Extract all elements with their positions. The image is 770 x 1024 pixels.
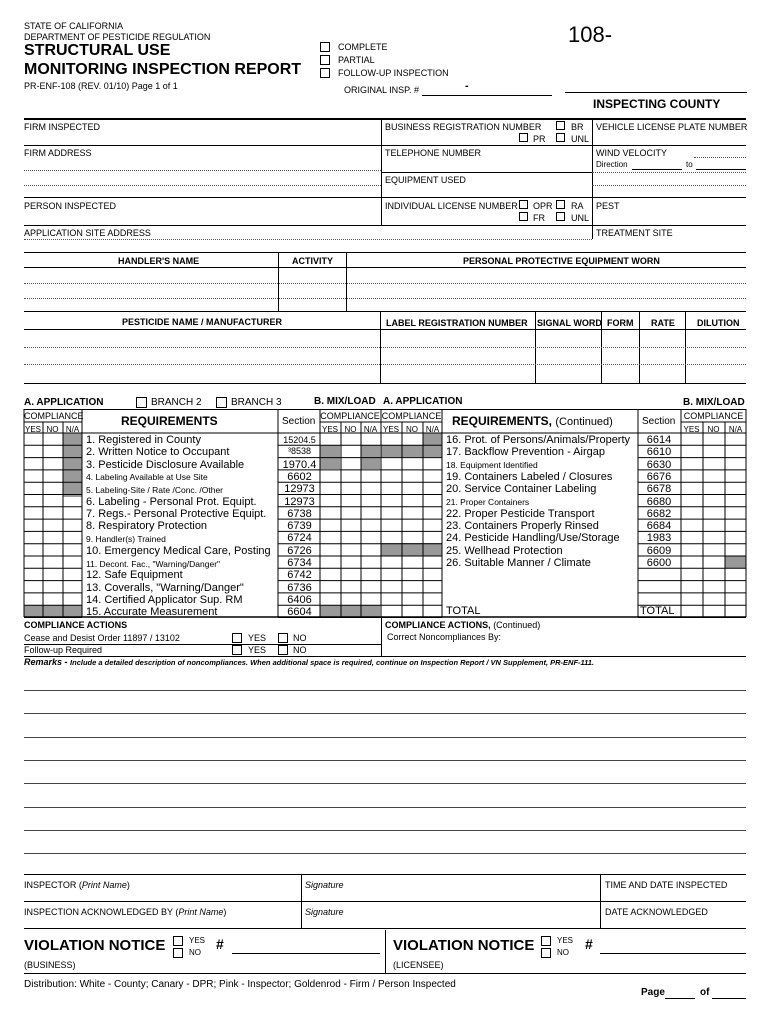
violation-business-number[interactable] — [232, 953, 380, 954]
right-requirement-label: 22. Proper Pesticide Transport — [446, 507, 595, 520]
partial-label: PARTIAL — [338, 55, 375, 65]
department-name: DEPARTMENT OF PESTICIDE REGULATION — [24, 32, 211, 42]
cease-no-checkbox[interactable] — [278, 633, 288, 643]
remark-line[interactable] — [24, 690, 746, 691]
yes-header-far: YES — [683, 425, 700, 434]
left-requirement-label: 7. Regs.- Personal Protective Equipt. — [86, 507, 267, 520]
remark-line[interactable] — [24, 830, 746, 831]
person-inspected-label: PERSON INSPECTED — [24, 201, 117, 211]
form-number: 108- — [568, 22, 613, 47]
violation-bottom — [24, 973, 746, 974]
left-requirement-section: 6406 — [287, 593, 312, 606]
left-requirement-section: 6738 — [287, 507, 312, 520]
rate-header: RATE — [651, 318, 675, 328]
date-acknowledged-label: DATE ACKNOWLEDGED — [605, 907, 708, 917]
right-requirement-section: 6614 — [646, 434, 672, 446]
cease-no-label: NO — [293, 633, 307, 643]
shaded-cell — [320, 605, 380, 617]
requirements-cont-header — [452, 414, 613, 428]
yes-header-mid: YES — [321, 425, 338, 434]
shaded-cell — [320, 445, 340, 469]
corrected-by-label: Correct Noncompliances By: — [387, 632, 502, 642]
a-application-left: A. APPLICATION — [24, 397, 104, 408]
right-requirement-label: 20. Service Container Labeling — [446, 483, 597, 496]
left-requirement-section: 1970.4 — [282, 458, 317, 471]
dilution-header: DILUTION — [697, 318, 740, 328]
section-header-left: Section — [282, 416, 316, 427]
shaded-cell — [361, 445, 380, 469]
violation-business-yes-checkbox[interactable] — [173, 936, 183, 946]
na-header-right: N/A — [425, 425, 440, 434]
right-requirement-section: 6610 — [646, 446, 672, 459]
right-requirement-section: 6684 — [646, 520, 672, 533]
follow-up-required-label: Follow-up Required — [24, 645, 103, 655]
right-requirement-label: 16. Prot. of Persons/Animals/Property — [446, 434, 631, 446]
section-header-right: Section — [642, 416, 676, 427]
ppe-header: PERSONAL PROTECTIVE EQUIPMENT WORN — [463, 256, 660, 266]
unl2-label: UNL — [571, 213, 590, 223]
violation-business-no-checkbox[interactable] — [173, 948, 183, 958]
violation-divider — [385, 930, 386, 974]
compliance-label-right: COMPLIANCE — [381, 411, 442, 421]
branch3-label: BRANCH 3 — [231, 397, 282, 408]
left-requirement-section: 15204.5 — [283, 435, 316, 445]
left-requirement-label: 10. Emergency Medical Care, Posting — [86, 544, 271, 557]
violation-licensee-number[interactable] — [600, 953, 746, 954]
left-requirement-section: 6739 — [287, 520, 312, 533]
left-requirement-label: 2. Written Notice to Occupant — [86, 446, 230, 459]
violation-licensee-no: NO — [557, 948, 569, 957]
time-date-inspected-label: TIME AND DATE INSPECTED — [605, 880, 728, 890]
compliance-actions-cont — [385, 620, 540, 630]
remark-line[interactable] — [24, 783, 746, 784]
right-requirement-label: 25. Wellhead Protection — [446, 544, 563, 557]
left-requirement-label: 14. Certified Applicator Sup. RM — [86, 593, 243, 606]
left-requirement-label: 5. Labeling-Site / Rate /Conc. /Other — [86, 484, 224, 495]
inspector-signature-label: Signature — [305, 880, 344, 890]
original-insp-dash: - — [465, 80, 469, 92]
ack-label-close: ) — [223, 907, 227, 917]
violation-licensee-yes-checkbox[interactable] — [541, 936, 551, 946]
yes-header-right: YES — [382, 425, 399, 434]
right-requirement-label: 23. Containers Properly Rinsed — [446, 520, 599, 533]
ra-label: RA — [571, 201, 584, 211]
complete-label: COMPLETE — [338, 42, 388, 52]
violation-notice-business: VIOLATION NOTICE — [24, 937, 166, 954]
right-requirement-label: 19. Containers Labeled / Closures — [446, 470, 613, 483]
signal-word-header: SIGNAL WORD — [537, 318, 602, 328]
right-requirement-section: 6600 — [646, 557, 672, 569]
requirements-header: REQUIREMENTS — [121, 414, 218, 428]
inspector-label-close: ) — [126, 880, 130, 890]
form-title-line2: MONITORING INSPECTION REPORT — [24, 61, 302, 78]
wind-velocity-label: WIND VELOCITY — [596, 148, 668, 158]
page-number-field[interactable] — [665, 998, 695, 999]
yes-header-left: YES — [24, 425, 41, 434]
no-header-far: NO — [707, 425, 720, 434]
right-requirement-section: 6682 — [646, 507, 672, 520]
na-header-far: N/A — [728, 425, 743, 434]
left-requirement-section: 6734 — [287, 557, 312, 569]
requirements-cont-label: REQUIREMENTS, — [452, 414, 553, 428]
direction-to-label: to — [686, 160, 693, 169]
followup-no-checkbox[interactable] — [278, 645, 288, 655]
left-requirement-label: 4. Labeling Available at Use Site — [86, 472, 208, 483]
right-requirement-label: 21. Proper Containers — [446, 497, 530, 507]
compliance-label-far: COMPLIANCE — [683, 411, 744, 421]
violation-business-no: NO — [189, 948, 201, 957]
page-of-label: of — [700, 987, 710, 998]
distribution-text: Distribution: White - County; Canary - DPR; Pink - Inspector; Goldenrod - Firm / Person Inspected — [24, 979, 456, 990]
right-requirement-label: 24. Pesticide Handling/Use/Storage — [446, 532, 620, 545]
right-requirement-section: 6630 — [646, 458, 672, 471]
left-requirement-section: 12973 — [284, 483, 315, 496]
shaded-cell — [381, 543, 442, 556]
app-site-address-label: APPLICATION SITE ADDRESS — [24, 228, 151, 238]
inspector-print-name: Print Name — [81, 880, 127, 890]
followup-yes-checkbox[interactable] — [232, 645, 242, 655]
remark-line[interactable] — [24, 737, 746, 738]
left-requirement-section: 6726 — [287, 544, 312, 557]
sig-top — [24, 874, 746, 875]
a-application-right: A. APPLICATION — [383, 396, 463, 407]
firm-address-label: FIRM ADDRESS — [24, 148, 92, 158]
left-requirement-label: 9. Handler(s) Trained — [86, 533, 166, 544]
page-total-field[interactable] — [712, 998, 746, 999]
cease-yes-label: YES — [248, 633, 267, 643]
remark-line[interactable] — [24, 713, 746, 714]
left-requirement-section: 6602 — [287, 470, 312, 483]
branch2-label: BRANCH 2 — [151, 397, 202, 408]
left-requirement-label: 12. Safe Equipment — [86, 569, 183, 582]
form-id: PR-ENF-108 (REV. 01/10) Page 1 of 1 — [24, 81, 178, 91]
followup-no-label: NO — [293, 645, 307, 655]
violation-licensee-no-checkbox[interactable] — [541, 948, 551, 958]
shaded-cell — [725, 556, 746, 568]
inspector-label-text: INSPECTOR ( — [24, 880, 82, 890]
vehicle-plate-label: VEHICLE LICENSE PLATE NUMBER — [596, 122, 748, 132]
br-label: BR — [571, 122, 584, 132]
left-requirement-section: 6724 — [287, 532, 312, 545]
right-requirement-section: 6609 — [646, 544, 672, 557]
business-label: (BUSINESS) — [24, 960, 76, 970]
sig-bottom — [24, 928, 746, 929]
b-mixload-right: B. MIX/LOAD — [683, 397, 745, 408]
business-reg-label: BUSINESS REGISTRATION NUMBER — [385, 122, 542, 132]
form-title-line1: STRUCTURAL USE — [24, 42, 171, 59]
opr-label: OPR — [533, 201, 553, 211]
label-reg-header: LABEL REGISTRATION NUMBER — [386, 318, 528, 328]
na-header-left: N/A — [65, 425, 80, 434]
violation-business-yes: YES — [189, 936, 206, 945]
equipment-used-label: EQUIPMENT USED — [385, 175, 466, 185]
licensee-label: (LICENSEE) — [393, 960, 444, 970]
right-requirement-section: 6678 — [646, 483, 672, 496]
compliance-actions-cont-label: COMPLIANCE ACTIONS, — [385, 620, 491, 630]
left-requirement-section: ³8538 — [287, 446, 312, 457]
state-name: STATE OF CALIFORNIA — [24, 21, 124, 31]
inspector-label — [24, 880, 130, 890]
compliance-actions-label: COMPLIANCE ACTIONS — [24, 620, 128, 630]
followup-yes-label: YES — [248, 645, 267, 655]
no-header-right: NO — [406, 425, 418, 434]
cease-yes-checkbox[interactable] — [232, 633, 242, 643]
no-header-left: NO — [46, 425, 59, 434]
inspecting-county-label: INSPECTING COUNTY — [593, 97, 721, 111]
compliance-actions-cont-note: (Continued) — [493, 620, 541, 630]
cease-desist-label: Cease and Desist Order 11897 / 13102 — [24, 633, 180, 643]
follow-up-label: FOLLOW-UP INSPECTION — [338, 68, 449, 78]
left-requirement-label: 13. Coveralls, "Warning/Danger" — [86, 581, 244, 594]
direction-label: Direction — [596, 160, 628, 169]
remarks-heading — [24, 657, 594, 667]
treatment-site-label: TREATMENT SITE — [596, 228, 673, 238]
activity-header: ACTIVITY — [292, 256, 334, 266]
sig-mid — [24, 901, 746, 902]
pesticide-name-header: PESTICIDE NAME / MANUFACTURER — [122, 317, 283, 327]
original-insp-label: ORIGINAL INSP. # — [344, 85, 420, 95]
form-header: FORM — [607, 318, 634, 328]
telephone-label: TELEPHONE NUMBER — [385, 148, 482, 158]
total-label-mid: TOTAL — [446, 605, 481, 617]
left-requirement-label: 8. Respiratory Protection — [86, 520, 208, 533]
right-requirement-section: 6676 — [646, 470, 672, 483]
left-requirement-section: 12973 — [284, 495, 315, 508]
right-requirement-label: 26. Suitable Manner / Climate — [446, 557, 591, 569]
ack-print-name: Print Name — [178, 907, 224, 917]
acknowledged-by-label — [24, 907, 226, 917]
left-requirement-section: 6742 — [287, 569, 312, 582]
ack-label-text: INSPECTION ACKNOWLEDGED BY ( — [24, 907, 179, 917]
left-requirement-label: 6. Labeling - Personal Prot. Equipt. — [86, 495, 257, 508]
right-requirement-section: 6680 — [646, 495, 672, 508]
remark-line[interactable] — [24, 853, 746, 854]
shaded-cell — [24, 605, 82, 617]
left-requirement-label: 1. Registered in County — [86, 434, 201, 446]
remarks-text: Include a detailed description of noncompliances. When additional space is required, continue on Inspection Report / VN Supplement, PR-ENF-111. — [70, 658, 595, 667]
remark-line[interactable] — [24, 807, 746, 808]
compliance-label-left: COMPLIANCE — [24, 411, 84, 421]
actions-divider — [381, 617, 382, 657]
violation-licensee-yes: YES — [557, 936, 574, 945]
firm-inspected-label: FIRM INSPECTED — [24, 122, 101, 132]
violation-business-hash: # — [216, 936, 224, 952]
remarks-label: Remarks - — [24, 657, 68, 667]
compliance-label-mid: COMPLIANCE — [320, 411, 380, 421]
b-mixload-left: B. MIX/LOAD — [314, 396, 376, 407]
left-requirement-label: 3. Pesticide Disclosure Available — [86, 458, 245, 471]
violation-licensee-hash: # — [585, 936, 593, 952]
handler-name-header: HANDLER'S NAME — [118, 256, 200, 266]
left-requirement-section: 6604 — [287, 606, 312, 619]
ack-signature-label: Signature — [305, 907, 344, 917]
na-header-mid: N/A — [363, 425, 378, 434]
no-header-mid: NO — [344, 425, 357, 434]
fr-label: FR — [533, 213, 545, 223]
left-requirement-section: 6736 — [287, 581, 312, 594]
requirements-cont-note: (Continued) — [555, 416, 613, 428]
right-requirement-section: 1983 — [646, 532, 672, 545]
total-label-right: TOTAL — [640, 605, 675, 617]
remark-line[interactable] — [24, 760, 746, 761]
unl-label: UNL — [571, 134, 590, 144]
right-requirement-label: 18. Equipment Identified — [446, 460, 538, 471]
left-requirement-label: 11. Decont. Fac., "Warning/Danger" — [86, 558, 221, 569]
violation-notice-licensee: VIOLATION NOTICE — [393, 937, 535, 954]
left-requirement-label: 15. Accurate Measurement — [86, 606, 218, 619]
page-label: Page — [641, 987, 665, 998]
pr-label: PR — [533, 134, 546, 144]
individual-license-label: INDIVIDUAL LICENSE NUMBER — [385, 201, 518, 211]
right-requirement-label: 17. Backflow Prevention - Airgap — [446, 446, 605, 459]
pest-label: PEST — [596, 201, 620, 211]
